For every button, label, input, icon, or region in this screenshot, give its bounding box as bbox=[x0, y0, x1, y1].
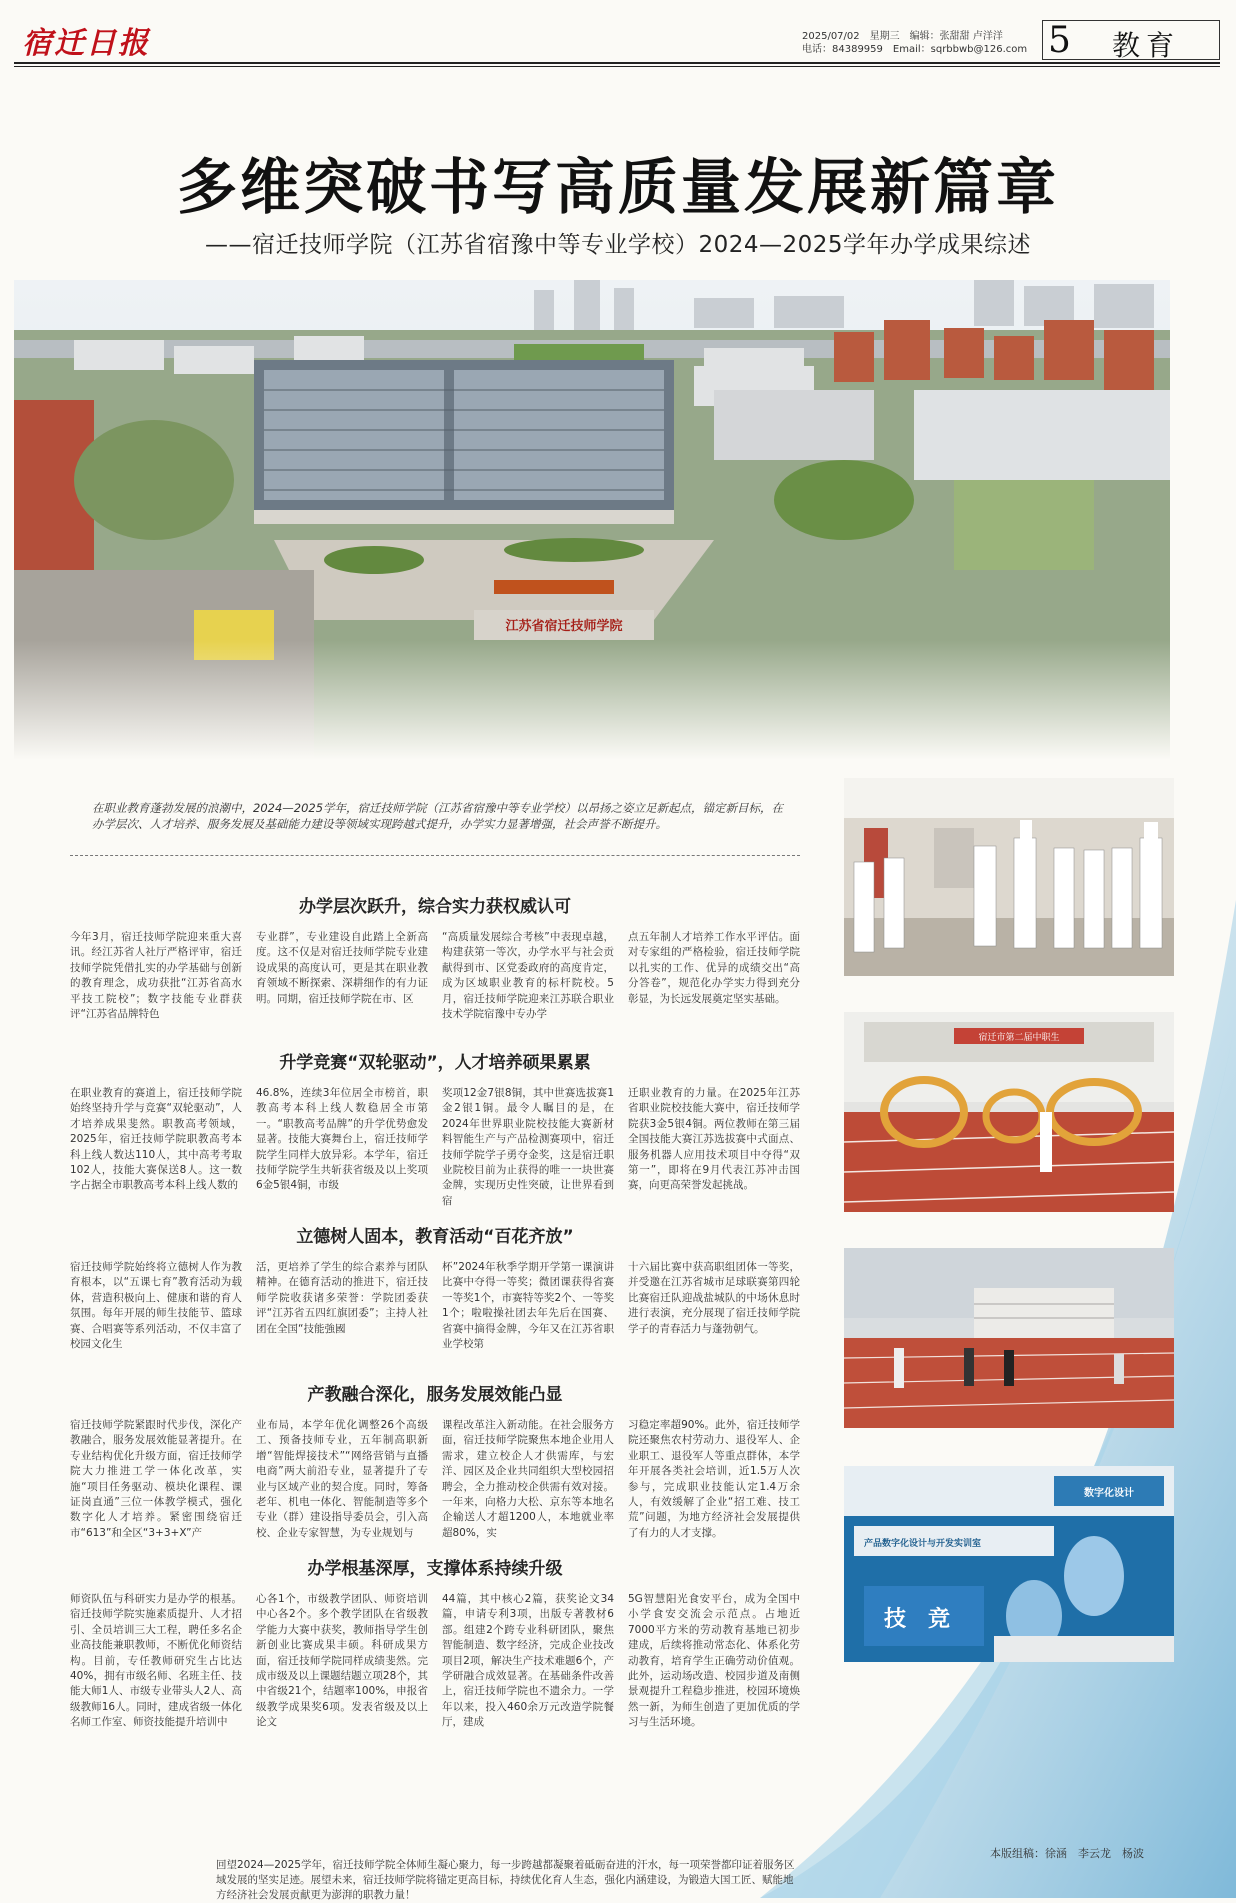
section-4-col-1: 宿迁技师学院紧跟时代步伐，深化产教融合，服务发展效能显著提升。在专业结构优化升级方面，宿迁技师学院大力推进工学一体化改革，实施“项目任务驱动、模块化课程、课证岗直通”三位一体教学模式，强化数字化人才培养。紧密围绕宿迁市“613”和全区“3+3+X”产 bbox=[70, 1419, 242, 1539]
closing-paragraph: 回望2024—2025学年，宿迁技师学院全体师生凝心聚力，每一步跨越都凝聚着砥砺奋进的汗水，每一项荣誉都印证着服务区域发展的坚实足迹。展望未来，宿迁技师学院将锚定更高目标，持续优化育人生态，强化内涵建设，为锻造大国工匠、赋能地方经济社会发展贡献更为澎湃的职教力量！ bbox=[216, 1859, 795, 1901]
section-body-5 bbox=[70, 1592, 800, 1840]
section-5-col-1: 师资队伍与科研实力是办学的根基。宿迁技师学院实施素质提升、人才招引、全员培训三大工程，聘任多名企业高技能兼职教师，不断优化师资结构。目前，专任教师研究生占比达40%，拥有市级名师、名班主任、技能大师1人、市级专业带头人2人、高级教师16人。同时，建成省级一体化名师工作室、师资技能提升培训中 bbox=[70, 1593, 242, 1729]
section-title-5: 办学根基深厚，支撑体系持续升级 bbox=[307, 1559, 563, 1579]
masthead bbox=[0, 0, 1236, 60]
digital-design-competition-photo bbox=[844, 1466, 1174, 1662]
masthead-rule bbox=[14, 62, 1220, 64]
campus-aerial-photo bbox=[14, 280, 1170, 760]
section-5-col-2: 心各1个，市级教学团队、师资培训中心各2个。多个教学团队在省级教学能力大赛中获奖，教师指导学生创新创业比赛成果丰硕。科研成果方面，宿迁技师学院同样成绩斐然。完成市级及以上课题结题立项28个，其中省级21个，结题率100%，申报省级教学成果奖6项。发表省级及以上论文 bbox=[256, 1593, 428, 1729]
masthead-rule-thin bbox=[14, 66, 1220, 67]
competition-sign-text: 技 竞 bbox=[884, 1607, 951, 1632]
section-3-col-1: 宿迁技师学院始终将立德树人作为教育根本，以“五课七育”教育活动为载体，营造积极向上、健康和谐的育人氛围。每年开展的师生技能节、篮球赛、合唱赛等系列活动，不仅丰富了校园文化生 bbox=[70, 1261, 242, 1351]
section-2-col-1: 在职业教育的赛道上，宿迁技师学院始终坚持升学与竞赛“双轮驱动”，人才培养成果斐然。职教高考领域，2025年，宿迁技师学院职教高考本科上线人数达110人，其中高考考取102人，技能大赛保送8人。这一数字占据全市职教高考本科上线人数的 bbox=[70, 1087, 242, 1192]
page-number: 5 bbox=[1048, 20, 1071, 61]
section-4-col-4: 习稳定率超90%。此外，宿迁技师学院还聚焦农村劳动力、退役军人、企业职工、退役军人等重点群体，本学年开展各类社会培训，近1.5万人次参与，完成职业技能认定1.4万余人，有效缓解了企业“招工难、技工荒”问题，为地方经济社会发展提供了有力的人才支撑。 bbox=[628, 1419, 800, 1539]
section-1-col-4: 点五年制人才培养工作水平评估。面对专家组的严格检验，宿迁技师学院以扎实的工作、优异的成绩交出“高分答卷”，规范化办学实力得到充分彰显，为长远发展奠定坚实基础。 bbox=[628, 931, 800, 1005]
section-2-col-4: 迁职业教育的力量。在2025年江苏省职业院校技能大赛中，宿迁技师学院获3金5银4铜。两位教师在第三届全国技能大赛江苏选拔赛中式面点、服务机器人应用技术项目中夺得“双第一”，即将在9月代表江苏冲击国赛，向更高荣誉发起挑战。 bbox=[628, 1087, 800, 1192]
section-title-2: 升学竞赛“双轮驱动”，人才培养硕果累累 bbox=[279, 1053, 591, 1073]
section-title-4: 产教融合深化，服务发展效能凸显 bbox=[307, 1385, 563, 1405]
lead-paragraph: 在职业教育蓬勃发展的浪潮中，2024—2025学年，宿迁技师学院（江苏省宿豫中等专业学校）以昂扬之姿立足新起点，锚定新目标，在办学层次、人才培养、服务发展及基础能力建设等领域实现跨越式提升，办学实力显著增强，社会声誉不断提升。 bbox=[92, 801, 784, 831]
headline: 多维突破书写高质量发展新篇章 bbox=[177, 153, 1059, 223]
section-3-col-3: 杯”2024年秋季学期开学第一课演讲比赛中夺得一等奖；微团课获得省赛一等奖1个，市赛特等奖2个、一等奖1个；啦啦操社团去年先后在国赛、省赛中摘得金牌，今年又在江苏省职业学校第 bbox=[442, 1261, 614, 1351]
contact-line: 电话：84389959 Email：sqrbbwb@126.com bbox=[802, 44, 1028, 55]
chef-competition-photo bbox=[844, 778, 1174, 976]
issue-meta bbox=[802, 30, 1027, 56]
section-title-3: 立德树人固本，教育活动“百花齐放” bbox=[296, 1227, 574, 1247]
section-5-col-3: 44篇，其中核心2篇，获奖论文34篇，申请专利3项，出版专著教材6部。组建2个跨专业科研团队，聚焦智能制造、数字经济，完成企业技改项目2项，解决生产技术难题6个，产学研融合成效显著。在基础条件改善上，宿迁技师学院也不遗余力。一学年以来，投入460余万元改造学院餐厅，建成 bbox=[442, 1593, 614, 1729]
board-title-text: 数字化设计 bbox=[1084, 1488, 1134, 1499]
section-2-col-2: 46.8%，连续3年位居全市榜首，职教高考本科上线人数稳居全市第一。“职教高考品牌”的升学优势愈发显著。技能大赛舞台上，宿迁技师学院学生同样大放异彩。本学年，宿迁技师学院学生共斩获省级及以上奖项6金5银4铜，市级 bbox=[256, 1087, 428, 1192]
section-3-col-2: 活，更培养了学生的综合素养与团队精神。在德育活动的推进下，宿迁技师学院收获诸多荣誉：学院团委获评“江苏省五四红旗团委”；主持人社团在全国“技能強國 bbox=[256, 1261, 428, 1335]
section-5-col-4: 5G智慧阳光食安平台，成为全国中小学食安交流会示范点。占地近7000平方米的劳动教育基地已初步建成，后续将推动常态化、体系化劳动教育，培育学生正确劳动价值观。此外，运动场改造、校园步道及南侧景观提升工程稳步推进，校园环境焕然一新，为师生创造了更加优质的学习与生活环境。 bbox=[628, 1593, 800, 1729]
section-title-1: 办学层次跃升，综合实力获权威认可 bbox=[299, 897, 571, 917]
section-1-col-1: 今年3月，宿迁技师学院迎来重大喜讯。经江苏省人社厅严格评审，宿迁技师学院凭借扎实的办学基础与创新的教育理念，成功获批“江苏省高水平技工院校”；数字技能专业群获评“江苏省品牌特色 bbox=[70, 931, 242, 1021]
section-1-col-2: 专业群”，专业建设自此踏上全新高度。这不仅是对宿迁技师学院专业建设成果的高度认可，更是其在职业教育领域不断探索、深耕细作的有力证明。同期，宿迁技师学院在市、区 bbox=[256, 931, 428, 1005]
section-body-3 bbox=[70, 1260, 800, 1370]
section-body-4 bbox=[70, 1418, 800, 1546]
section-3-col-4: 十六届比赛中获高职组团体一等奖，并受邀在江苏省城市足球联赛第四轮比赛宿迁队迎战盐城队的中场休息时进行表演，充分展现了宿迁技师学院学子的青春活力与蓬勃朝气。 bbox=[628, 1261, 800, 1335]
photo-credit: 本版组稿：徐涵 李云龙 杨波 bbox=[990, 1847, 1144, 1860]
date-line: 2025/07/02 星期三 编辑：张甜甜 卢洋洋 bbox=[802, 31, 1003, 42]
section-name: 教育 bbox=[1112, 29, 1181, 62]
running-track-photo bbox=[844, 1248, 1174, 1428]
school-banner-text: 宿迁市第二届中职生 bbox=[978, 1033, 1060, 1043]
subheadline: ——宿迁技师学院（江苏省宿豫中等专业学校）2024—2025学年办学成果综述 bbox=[204, 232, 1032, 258]
section-body-2 bbox=[70, 1086, 800, 1216]
section-body-1 bbox=[70, 930, 800, 1040]
lead-divider bbox=[70, 855, 800, 856]
section-4-col-3: 课程改革注入新动能。在社会服务方面，宿迁技师学院聚焦本地企业用人需求，建立校企人才供需库，与宏洋、园区及企业共同组织大型校园招聘会，全力推动校企供需有效对接。一年来，向格力大松、京东等本地名企输送人才超1200人，本地就业率超80%，实 bbox=[442, 1419, 614, 1539]
lab-banner-text: 产品数字化设计与开发实训室 bbox=[864, 1539, 982, 1549]
section-2-col-3: 奖项12金7银8铜，其中世赛选拔赛1金2银1铜。最令人瞩目的是，在2024年世界职业院校技能大赛新材料智能生产与产品检测赛项中，宿迁技师学院学子勇夺金奖，这是宿迁职业院校目前为止获得的唯一一块世赛金牌，实现历史性突破，让世界看到宿 bbox=[442, 1087, 614, 1207]
section-4-col-2: 业布局，本学年优化调整26个高级工、预备技师专业，五年制高职新增“智能焊接技术”“网络营销与直播电商”两大前沿专业，显著提升了专业与区域产业的契合度。同时，筹备老年、机电一体化、智能制造等多个专业（群）建设指导委员会，引入高校、企业专家智慧，为专业规划与 bbox=[256, 1419, 428, 1539]
section-1-col-3: “高质量发展综合考核”中表现卓越，构建获第一等次，办学水平与社会贡献得到市、区党委政府的高度肯定，成为区域职业教育的标杆院校。5月，宿迁技师学院迎来江苏联合职业技术学院宿豫中专办学 bbox=[442, 931, 614, 1021]
newspaper-logo: 宿迁日报 bbox=[22, 26, 150, 61]
dragon-dance-photo bbox=[844, 1012, 1174, 1212]
